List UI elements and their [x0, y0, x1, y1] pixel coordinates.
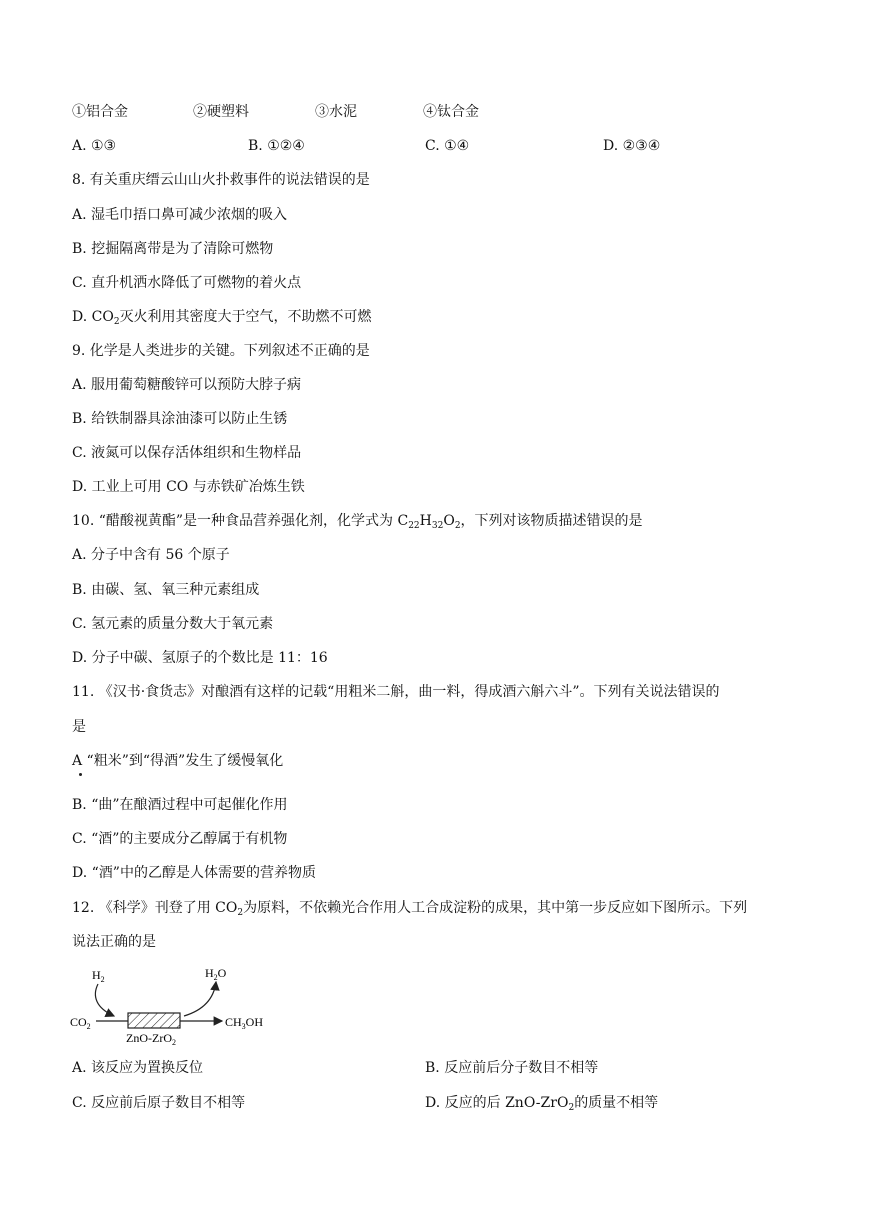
q10-option-c: C. 氢元素的质量分数大于氧元素 — [72, 616, 274, 632]
h2-label: $H_2$ — [92, 968, 105, 984]
q8-option-c: C. 直升机洒水降低了可燃物的着火点 — [72, 275, 302, 291]
q12-stem-line1: 12. 《科学》刊登了用 $CO_2$为原料，不依赖光合作用人工合成淀粉的成果，其中第一步反应如下图所示。下列 — [72, 900, 748, 918]
q9-option-a: A. 服用葡萄糖酸锌可以预防大脖子病 — [72, 377, 302, 393]
q11-stem-line2: 是 — [72, 719, 86, 735]
q11-option-d: D. “酒”中的乙醇是人体需要的营养物质 — [72, 865, 316, 881]
q7-material-1: ①铝合金 — [72, 104, 128, 120]
catalyst-label: ZnO-ZrO$_2$ — [126, 1031, 176, 1047]
q7-option-c: C. ①④ — [425, 138, 470, 154]
q10-option-a: A. 分子中含有 56 个原子 — [72, 547, 230, 563]
q7-option-a: A. ①③ — [72, 138, 117, 154]
q9-option-d: D. 工业上可用 CO 与赤铁矿冶炼生铁 — [72, 479, 305, 495]
q11-option-a: A “粗米”到“得酒”发生了缓慢氧化 — [72, 753, 284, 769]
q11-option-c: C. “酒”的主要成分乙醇属于有机物 — [72, 831, 288, 847]
q10-option-b: B. 由碳、氢、氧三种元素组成 — [72, 582, 260, 598]
q12-stem-line2: 说法正确的是 — [72, 934, 156, 950]
q9-stem: 9. 化学是人类进步的关键。下列叙述不正确的是 — [72, 343, 370, 359]
q9-option-b: B. 给铁制器具涂油漆可以防止生锈 — [72, 411, 288, 427]
q9-option-c: C. 液氮可以保存活体组织和生物样品 — [72, 445, 302, 461]
q12-option-a: A. 该反应为置换反位 — [72, 1060, 204, 1076]
ch3oh-label: $CH_3OH$ — [225, 1015, 264, 1031]
q8-option-a: A. 湿毛巾捂口鼻可减少浓烟的吸入 — [72, 207, 288, 223]
q8-option-b: B. 挖掘隔离带是为了清除可燃物 — [72, 241, 274, 257]
q11-option-a-dot — [79, 773, 82, 776]
q11-stem-line1: 11. 《汉书·食货志》对酿酒有这样的记载“用粗米二斛，曲一料，得成酒六斛六斗”。下列有关说法错误的 — [72, 684, 720, 700]
q12-option-c: C. 反应前后原子数目不相等 — [72, 1095, 246, 1111]
q7-option-d: D. ②③④ — [603, 138, 661, 154]
h2o-label: $H_2O$ — [205, 966, 227, 982]
reaction-diagram — [66, 960, 276, 1050]
catalyst-box — [128, 1013, 180, 1028]
q10-stem: 10. “醋酸视黄酯”是一种食品营养强化剂，化学式为 $C_{22}H_{32}O_2$，下列对该物质描述错误的是 — [72, 513, 643, 531]
q7-option-b: B. ①②④ — [248, 138, 305, 154]
q7-material-4: ④钛合金 — [423, 104, 479, 120]
h2o-output-arrow — [184, 982, 216, 1016]
q8-option-d: D. $CO_2$灭火利用其密度大于空气，不助燃不可燃 — [72, 309, 372, 327]
q11-option-b: B. “曲”在酿酒过程中可起催化作用 — [72, 797, 288, 813]
q10-option-d: D. 分子中碳、氢原子的个数比是 11：16 — [72, 650, 328, 666]
q7-material-2: ②硬塑料 — [193, 104, 249, 120]
q8-stem: 8. 有关重庆缙云山山火扑救事件的说法错误的是 — [72, 172, 370, 188]
co2-label: $CO_2$ — [70, 1015, 91, 1031]
q12-option-d: D. 反应的后 ZnO-ZrO$_2$的质量不相等 — [425, 1095, 659, 1113]
h2-input-arrow — [95, 984, 114, 1016]
q12-option-b: B. 反应前后分子数目不相等 — [425, 1060, 599, 1076]
q7-material-3: ③水泥 — [315, 104, 357, 120]
